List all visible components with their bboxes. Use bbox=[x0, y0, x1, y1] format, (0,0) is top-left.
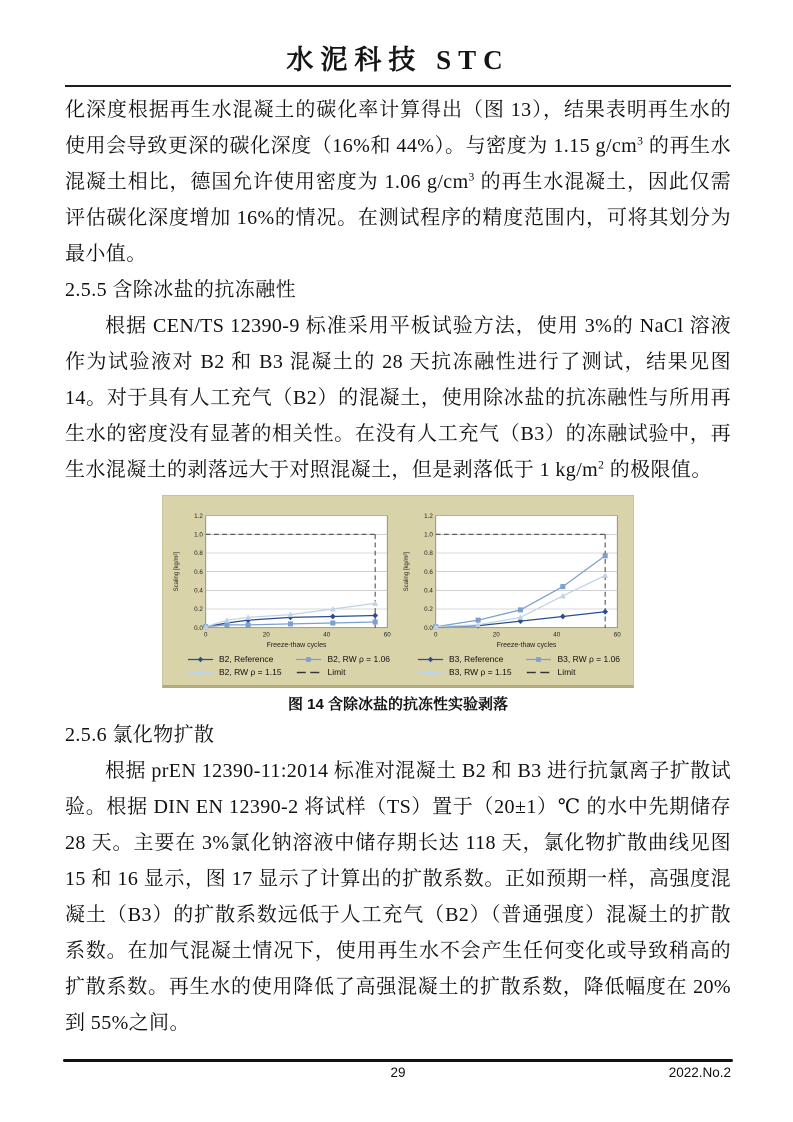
legend-item bbox=[187, 667, 291, 677]
svg-text:1.0: 1.0 bbox=[194, 531, 203, 539]
legend-label: B2, Reference bbox=[219, 654, 274, 665]
svg-text:0: 0 bbox=[204, 631, 208, 639]
triangle-marker-icon bbox=[417, 668, 444, 677]
legend-label: Limit bbox=[327, 667, 346, 678]
paragraph-freeze-thaw: 根据 CEN/TS 12390-9 标准采用平板试验方法，使用 3%的 NaCl 溶液作为试验液对 B2 和 B3 混凝土的 28 天抗冻融性进行了测试，结果见图 14。对于具有人工充气（B2）的混凝土，使用除冰盐的抗冻融性与所用再生水的密度没有显著的相关性。在没有人工充气（B3）的冻融试验中，再生水混凝土的剥落远大于对照混凝土，但是剥落低于 1 $kg/m^2$ 的极限值。 bbox=[65, 315, 731, 482]
svg-text:0.0: 0.0 bbox=[194, 625, 203, 633]
chart-b2-legend bbox=[187, 654, 395, 677]
legend-label: B3, Reference bbox=[449, 654, 504, 665]
svg-text:0.6: 0.6 bbox=[424, 569, 433, 577]
legend-label: B2, RW ρ = 1.15 bbox=[219, 667, 282, 678]
svg-text:40: 40 bbox=[323, 631, 331, 639]
dash-marker-icon bbox=[295, 668, 322, 677]
svg-text:1.0: 1.0 bbox=[424, 531, 433, 539]
legend-item bbox=[187, 654, 291, 664]
svg-text:1.2: 1.2 bbox=[194, 513, 203, 521]
svg-text:0.4: 0.4 bbox=[194, 587, 203, 595]
x-axis-label: Freeze-thaw cycles bbox=[266, 642, 327, 650]
page-footer bbox=[63, 1059, 733, 1084]
header-rule bbox=[65, 85, 731, 87]
section-heading-2-5-6: 2.5.6 氯化物扩散 bbox=[65, 724, 215, 747]
svg-text:20: 20 bbox=[492, 631, 500, 639]
svg-text:0.6: 0.6 bbox=[194, 569, 203, 577]
section-heading-2-5-5: 2.5.5 含除冰盐的抗冻融性 bbox=[65, 279, 296, 302]
journal-title: 水泥科技 STC bbox=[286, 45, 510, 75]
triangle-marker-icon bbox=[187, 668, 214, 677]
legend-item bbox=[525, 667, 625, 677]
svg-text:0.4: 0.4 bbox=[424, 587, 433, 595]
legend-label: B3, RW ρ = 1.15 bbox=[449, 667, 512, 678]
figure-14 bbox=[65, 495, 731, 714]
legend-item bbox=[417, 654, 521, 664]
svg-text:0.2: 0.2 bbox=[424, 606, 433, 614]
issue-label: 2022.No.2 bbox=[668, 1065, 731, 1080]
svg-text:0.0: 0.0 bbox=[424, 625, 433, 633]
figure14-chart-panel bbox=[162, 495, 634, 688]
chart-b2 bbox=[171, 506, 395, 677]
square-marker-icon bbox=[525, 655, 552, 664]
y-axis-label: Scaling [kg/m²] bbox=[403, 552, 410, 592]
chart-b3-legend bbox=[417, 654, 625, 677]
paragraph-carbonation: 化深度根据再生水混凝土的碳化率计算得出（图 13），结果表明再生水的使用会导致更深的碳化深度（16%和 44%）。与密度为 1.15 $g/cm^3$ 的再生水混凝土相比，德国允许使用密度为 1.06 $g/cm^3$ 的再生水混凝土，因此仅需评估碳化深度增加 16%的情况。在测试程序的精度范围内，可将其划分为最小值。 bbox=[65, 99, 731, 266]
chart-b3 bbox=[401, 506, 625, 677]
legend-item bbox=[295, 654, 395, 664]
svg-text:0: 0 bbox=[434, 631, 438, 639]
svg-text:40: 40 bbox=[553, 631, 561, 639]
legend-label: B3, RW ρ = 1.06 bbox=[557, 654, 621, 665]
page-number: 29 bbox=[390, 1065, 406, 1080]
legend-label: B2, RW ρ = 1.06 bbox=[327, 654, 391, 665]
svg-text:0.8: 0.8 bbox=[424, 550, 433, 558]
dash-marker-icon bbox=[525, 668, 552, 677]
legend-item bbox=[525, 654, 625, 664]
svg-text:0.2: 0.2 bbox=[194, 606, 203, 614]
body-text bbox=[65, 92, 731, 1041]
chart-b3-plot bbox=[401, 506, 625, 653]
square-marker-icon bbox=[295, 655, 322, 664]
svg-text:60: 60 bbox=[613, 631, 621, 639]
svg-text:0.8: 0.8 bbox=[194, 550, 203, 558]
x-axis-label: Freeze-thaw cycles bbox=[496, 642, 557, 650]
svg-text:1.2: 1.2 bbox=[424, 513, 433, 521]
legend-label: Limit bbox=[557, 667, 576, 678]
y-axis-label: Scaling [kg/m²] bbox=[173, 552, 180, 592]
paragraph-chloride-diffusion: 根据 prEN 12390-11:2014 标准对混凝土 B2 和 B3 进行抗氯离子扩散试验。根据 DIN EN 12390-2 将试样（TS）置于（20±1）℃ 的水中先期储存 28 天。主要在 3%氯化钠溶液中储存期长达 118 天，氯化物扩散曲线见图 15 和 16 显示，图 17 显示了计算出的扩散系数。正如预期一样，高强度混凝土（B3）的扩散系数远低于人工充气（B2）（普通强度）混凝土的扩散系数。在加气混凝土情况下，使用再生水不会产生任何变化或导致稍高的扩散系数。再生水的使用降低了高强混凝土的扩散系数，降低幅度在 20%到 55%之间。 bbox=[65, 760, 731, 1035]
chart-b2-plot bbox=[171, 506, 395, 653]
diamond-marker-icon bbox=[187, 655, 214, 664]
diamond-marker-icon bbox=[417, 655, 444, 664]
svg-text:20: 20 bbox=[262, 631, 270, 639]
legend-item bbox=[295, 667, 395, 677]
legend-item bbox=[417, 667, 521, 677]
figure14-caption: 图 14 含除冰盐的抗冻性实验剥落 bbox=[287, 696, 509, 714]
svg-text:60: 60 bbox=[383, 631, 391, 639]
